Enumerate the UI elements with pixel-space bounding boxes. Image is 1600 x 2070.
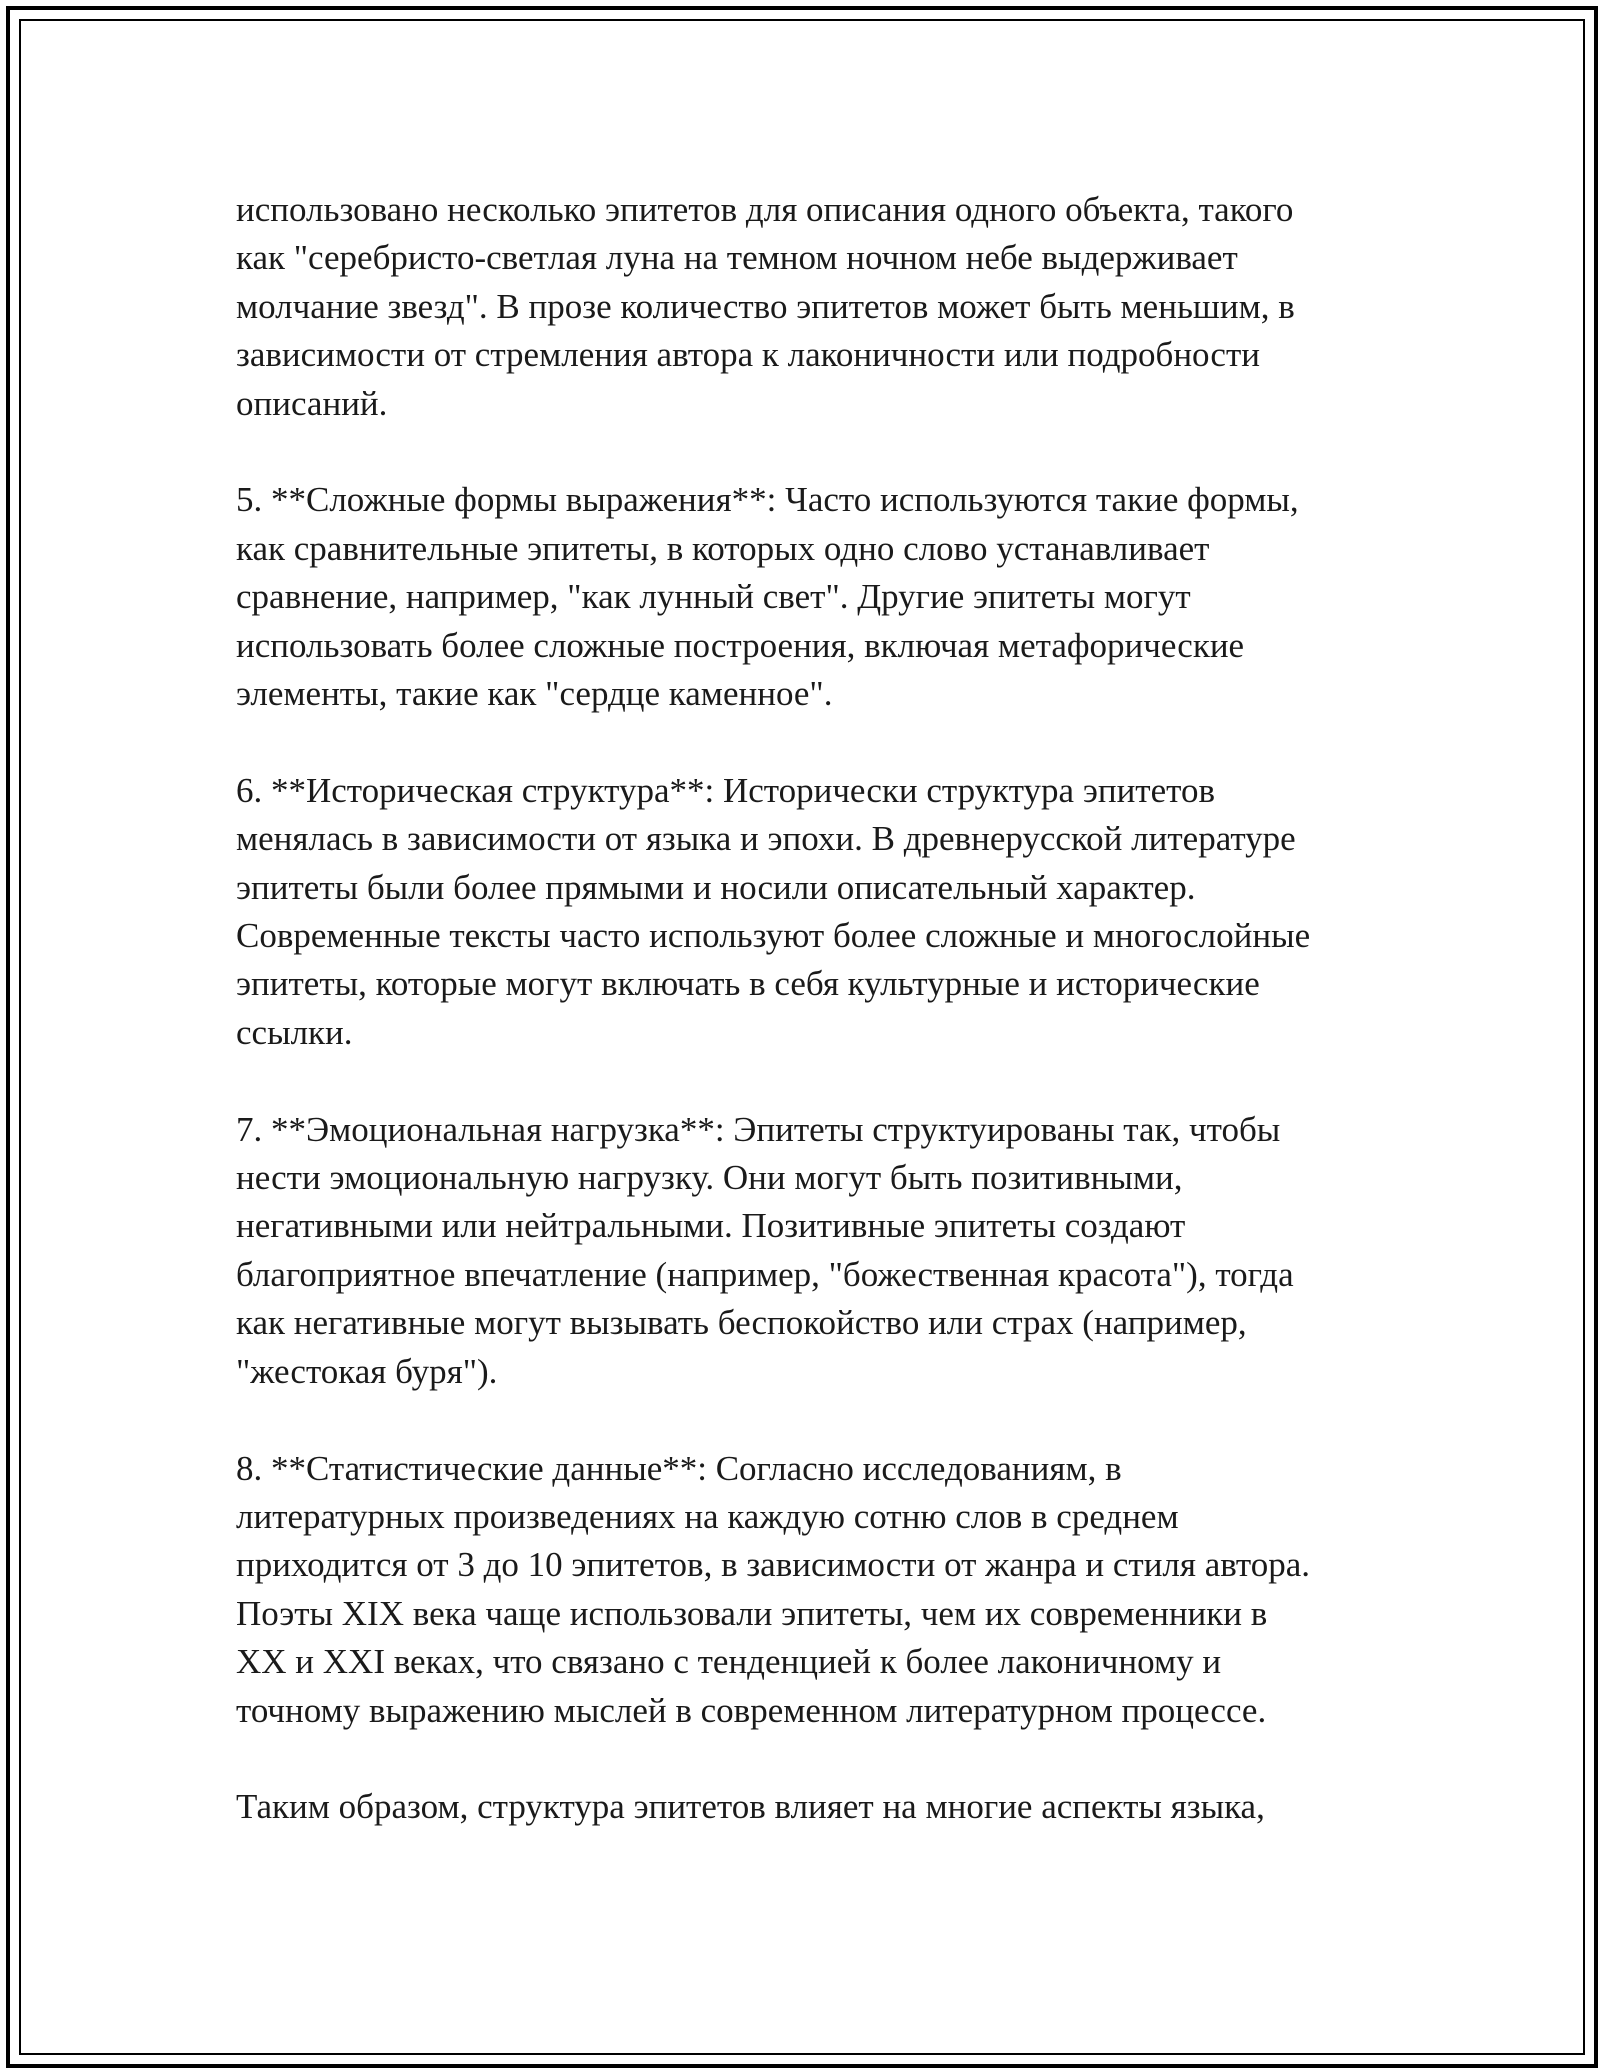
text-line: эпитеты, которые могут включать в себя культурные и исторические [236, 964, 1260, 1004]
text-line: использовать более сложные построения, включая метафорические [236, 625, 1245, 665]
text-line: Поэты XIX века чаще использовали эпитеты, чем их современники в [236, 1593, 1268, 1633]
text-line: зависимости от стремления автора к лаконичности или подробности [236, 335, 1260, 375]
text-line: ссылки. [236, 1012, 353, 1052]
text-line: благоприятное впечатление (например, "божественная красота"), тогда [236, 1254, 1294, 1294]
text-line: как сравнительные эпитеты, в которых одно слово устанавливает [236, 528, 1210, 568]
document-body [236, 186, 1386, 1832]
text-line: сравнение, например, "как лунный свет". Другие эпитеты могут [236, 577, 1191, 617]
text-line: 5. **Сложные формы выражения**: Часто используются такие формы, [236, 480, 1299, 520]
paragraph-conclusion [236, 1783, 1386, 1831]
paragraph-continuation [236, 186, 1386, 428]
text-line: описаний. [236, 383, 388, 423]
text-line: как "серебристо-светлая луна на темном ночном небе выдерживает [236, 238, 1238, 278]
text-line: нести эмоциональную нагрузку. Они могут быть позитивными, [236, 1158, 1183, 1198]
text-line: менялась в зависимости от языка и эпохи. В древнерусской литературе [236, 819, 1296, 859]
text-line: 7. **Эмоциональная нагрузка**: Эпитеты структуированы так, чтобы [236, 1109, 1281, 1149]
text-line: эпитеты были более прямыми и носили описательный характер. [236, 867, 1196, 907]
text-line: Современные тексты часто используют более сложные и многослойные [236, 916, 1311, 956]
text-line: литературных произведениях на каждую сотню слов в среднем [236, 1496, 1179, 1536]
paragraph-item-6 [236, 767, 1386, 1057]
text-line: Таким образом, структура эпитетов влияет на многие аспекты языка, [236, 1787, 1265, 1827]
paragraph-item-8 [236, 1445, 1386, 1735]
text-line: негативными или нейтральными. Позитивные эпитеты создают [236, 1206, 1186, 1246]
text-line: использовано несколько эпитетов для описания одного объекта, такого [236, 190, 1294, 229]
text-line: XX и XXI веках, что связано с тенденцией к более лаконичному и [236, 1642, 1222, 1682]
text-line: как негативные могут вызывать беспокойство или страх (например, [236, 1303, 1247, 1343]
text-line: 6. **Историческая структура**: Исторически структура эпитетов [236, 770, 1215, 810]
text-line: 8. **Статистические данные**: Согласно исследованиям, в [236, 1448, 1122, 1488]
paragraph-item-7 [236, 1106, 1386, 1396]
text-line: молчание звезд". В прозе количество эпитетов может быть меньшим, в [236, 286, 1295, 326]
text-line: приходится от 3 до 10 эпитетов, в зависимости от жанра и стиля автора. [236, 1545, 1311, 1585]
text-line: "жестокая буря"). [236, 1351, 498, 1391]
paragraph-item-5 [236, 476, 1386, 718]
text-line: элементы, такие как "сердце каменное". [236, 674, 833, 714]
text-line: точному выражению мыслей в современном литературном процессе. [236, 1690, 1267, 1730]
